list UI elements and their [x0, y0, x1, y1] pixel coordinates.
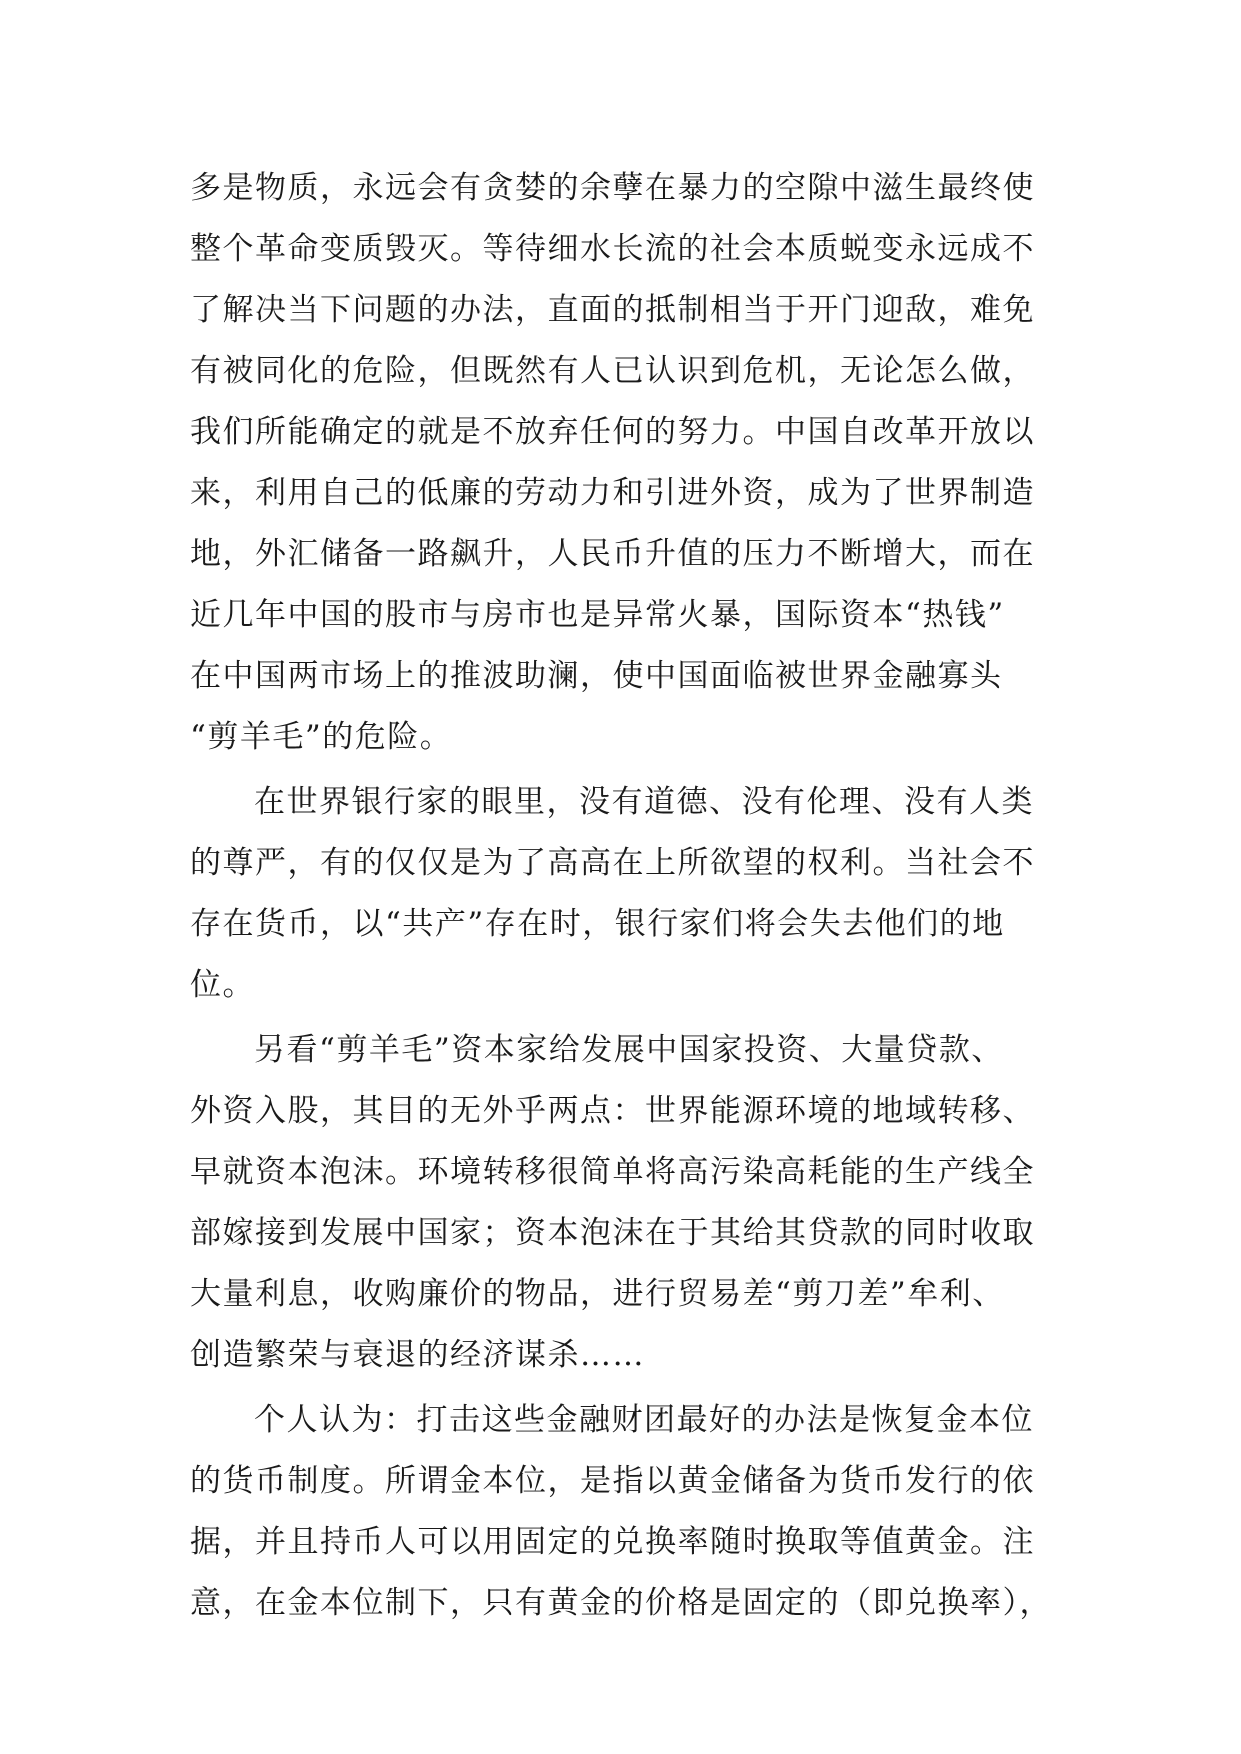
text-line: 有被同化的危险，但既然有人已认识到危机，无论怎么做， [190, 353, 1035, 389]
text-line: 的尊严，有的仅仅是为了高高在上所欲望的权利。当社会不 [190, 845, 1035, 881]
text-line: 意，在金本位制下，只有黄金的价格是固定的（即兑换率）， [190, 1585, 1052, 1621]
text-line: 创造繁荣与衰退的经济谋杀…… [190, 1337, 645, 1373]
paragraph-4 [190, 1390, 1050, 1634]
text-line: 部嫁接到发展中国家；资本泡沫在于其给其贷款的同时收取 [190, 1215, 1035, 1251]
paragraph-3 [190, 1020, 1050, 1386]
text-line: 我们所能确定的就是不放弃任何的努力。中国自改革开放以 [190, 414, 1035, 450]
text-line: 来，利用自己的低廉的劳动力和引进外资，成为了世界制造 [190, 475, 1035, 511]
text-line: 存在货币，以“共产”存在时，银行家们将会失去他们的地 [190, 906, 1005, 942]
text-line: 多是物质，永远会有贪婪的余孽在暴力的空隙中滋生最终使 [190, 170, 1035, 206]
text-line: 位。 [190, 967, 255, 1003]
text-line: 个人认为：打击这些金融财团最好的办法是恢复金本位 [254, 1402, 1034, 1438]
text-line: 的货币制度。所谓金本位，是指以黄金储备为货币发行的依 [190, 1463, 1035, 1499]
text-line: 在中国两市场上的推波助澜，使中国面临被世界金融寡头 [190, 658, 1003, 694]
text-line: 外资入股，其目的无外乎两点：世界能源环境的地域转移、 [190, 1093, 1035, 1129]
paragraph-1 [190, 158, 1050, 768]
document-body [190, 158, 1050, 1634]
text-line: 整个革命变质毁灭。等待细水长流的社会本质蜕变永远成不 [190, 231, 1035, 267]
text-line: 据，并且持币人可以用固定的兑换率随时换取等值黄金。注 [190, 1524, 1035, 1560]
text-line: “剪羊毛”的危险。 [190, 719, 453, 755]
text-line: 了解决当下问题的办法，直面的抵制相当于开门迎敌，难免 [190, 292, 1035, 328]
text-line: 早就资本泡沫。环境转移很简单将高污染高耗能的生产线全 [190, 1154, 1035, 1190]
text-line: 地，外汇储备一路飙升，人民币升值的压力不断增大，而在 [190, 536, 1035, 572]
text-line: 在世界银行家的眼里，没有道德、没有伦理、没有人类 [254, 784, 1034, 820]
text-line: 另看“剪羊毛”资本家给发展中国家投资、大量贷款、 [254, 1032, 1004, 1068]
text-line: 大量利息，收购廉价的物品，进行贸易差“剪刀差”牟利、 [190, 1276, 1005, 1312]
text-line: 近几年中国的股市与房市也是异常火暴，国际资本“热钱” [190, 597, 1005, 633]
paragraph-2 [190, 772, 1050, 1016]
